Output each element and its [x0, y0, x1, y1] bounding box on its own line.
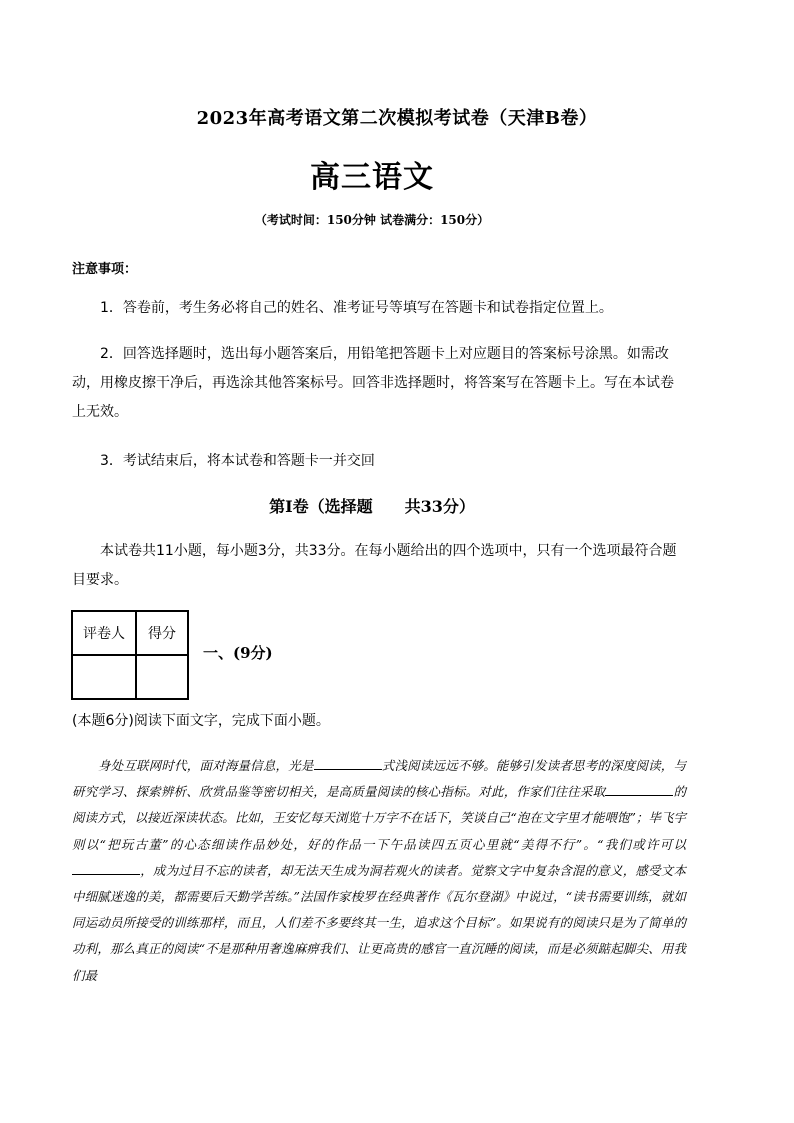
fill-blank-1 [314, 757, 382, 770]
passage-text-3: 的阅读方式，以接近深读状态。比如，王安忆每天浏览十万字不在话下，笑谈自己“泡在文字里才能喂饱”；毕飞宇则以“把玩古董”的心态细读作品妙处，好的作品一下午品读四五页心里就“美得不行”。“我们或许可以 [72, 784, 686, 852]
fill-blank-2 [605, 783, 673, 796]
note-item-1: 1．答卷前，考生务必将自己的姓名、准考证号等填写在答题卡和试卷指定位置上。 [100, 300, 613, 316]
note-item-3: 3．考试结束后，将本试卷和答题卡一并交回 [100, 453, 375, 469]
part-intro: 本试卷共11小题，每小题3分，共33分。在每小题给出的四个选项中，只有一个选项最符合题目要求。 [72, 543, 677, 588]
score-cell [136, 655, 188, 699]
grader-cell [72, 655, 136, 699]
score-table [71, 610, 189, 700]
exam-info: （考试时间：150分钟 试卷满分：150分） [254, 213, 490, 227]
passage-text-4: ，成为过目不忘的读者，却无法天生成为洞若观火的读者。觉察文字中复杂含混的意义，感受文本中细腻迷逸的美，都需要后天勤学苦练。”法国作家梭罗在经典著作《瓦尔登湖》中说过，“读书需要训练，就如同运动员所接受的训练那样，而且，人们差不多要终其一生，追求这个目标”。如果说有的阅读只是为了简单的功利，那么真正的阅读“不是那种用奢逸麻痹我们、让更高贵的感官一直沉睡的阅读，而是必须踮起脚尖、用我们最 [72, 862, 686, 983]
reading-passage [72, 753, 686, 989]
notes-heading: 注意事项： [72, 262, 138, 277]
note-item-2: 2．回答选择题时，选出每小题答案后，用铅笔把答题卡上对应题目的答案标号涂黑。如需改动，用橡皮擦干净后，再选涂其他答案标号。回答非选择题时，将答案写在答题卡上。写在本试卷上无效。 [72, 346, 674, 420]
grader-label: 评卷人 [72, 611, 136, 655]
passage-text-2: 式浅阅读远远不够。能够引发读者思考的深度阅读，与研究学习、探索辨析、欣赏品鉴等密切相关，是高质量阅读的核心指标。对此，作家们往往采取 [72, 758, 686, 800]
reading-instruction: (本题6分)阅读下面文字，完成下面小题。 [72, 713, 330, 729]
subject-title: 高三语文 [310, 160, 434, 195]
section-heading: 一、(9分) [203, 644, 273, 662]
fill-blank-3 [72, 862, 140, 875]
part-title: 第Ⅰ卷（选择题 共33分） [269, 497, 475, 516]
exam-title: 2023年高考语文第二次模拟考试卷（天津B卷） [196, 108, 598, 129]
score-label: 得分 [136, 611, 188, 655]
passage-text-1: 身处互联网时代，面对海量信息，光是 [98, 758, 314, 773]
